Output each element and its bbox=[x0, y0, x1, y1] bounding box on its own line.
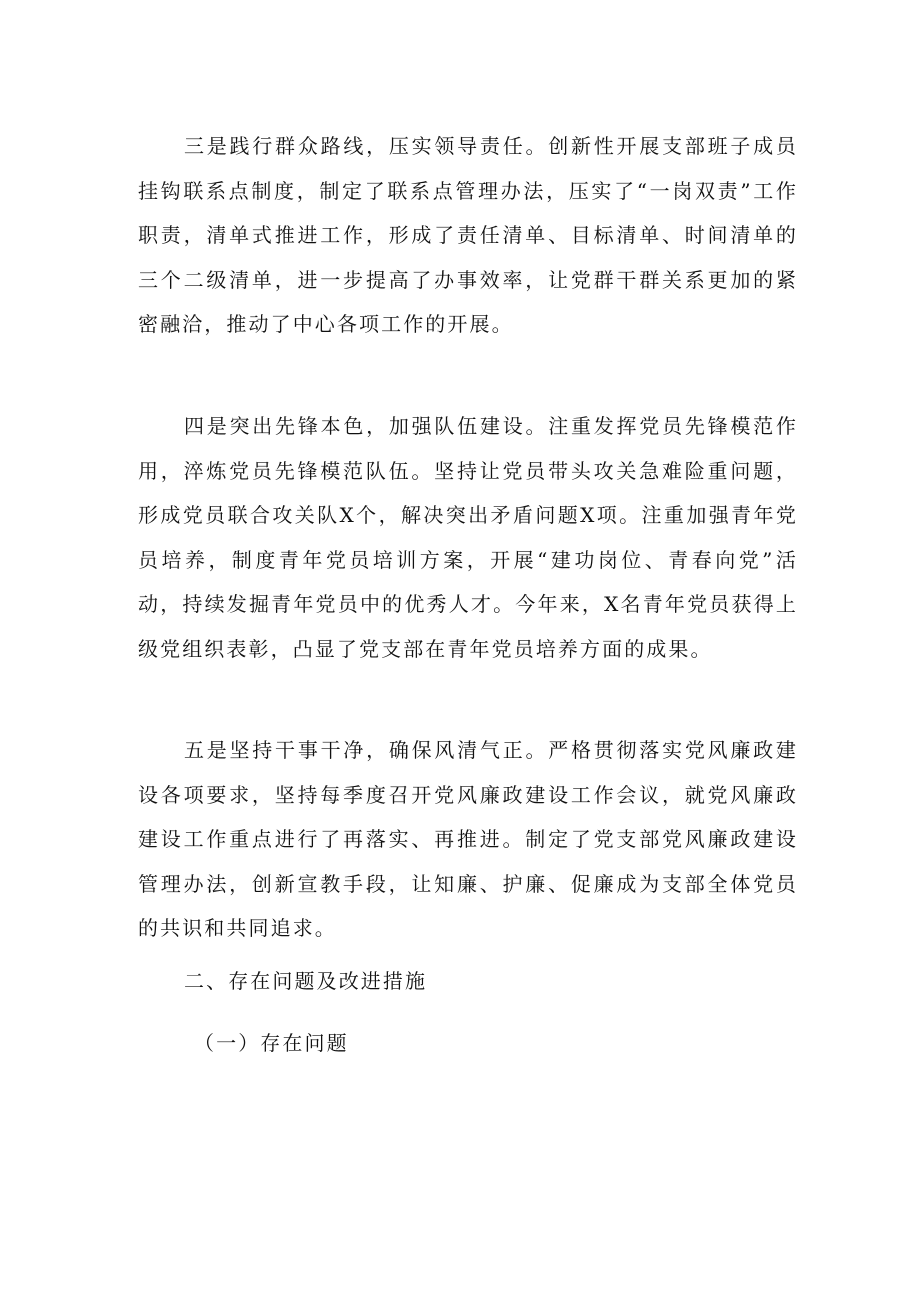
paragraph-practice-mass-line: 三是践行群众路线，压实领导责任。创新性开展支部班子成员挂钩联系点制度，制定了联系点管理办法，压实了“一岗双责”工作职责，清单式推进工作，形成了责任清单、目标清单、时间清单的三个二级清单，进一步提高了办事效率，让党群干群关系更加的紧密融洽，推动了中心各项工作的开展。 bbox=[138, 134, 798, 336]
subsection-heading: （一）存在问题 bbox=[194, 1031, 349, 1055]
paragraph-team-building: 四是突出先锋本色，加强队伍建设。注重发挥党员先锋模范作用，淬炼党员先锋模范队伍。坚持让党员带头攻关急难险重问题，形成党员联合攻关队X个，解决突出矛盾问题X项。注重加强青年党员培养，制度青年党员培训方案，开展“建功岗位、青春向党”活动，持续发掘青年党员中的优秀人才。今年来，X名青年党员获得上级党组织表彰，凸显了党支部在青年党员培养方面的成果。 bbox=[138, 414, 798, 661]
section-heading: 二、存在问题及改进措施 bbox=[184, 969, 428, 993]
paragraph-integrity: 五是坚持干事干净，确保风清气正。严格贯彻落实党风廉政建设各项要求，坚持每季度召开党风廉政建设工作会议，就党风廉政建设工作重点进行了再落实、再推进。制定了党支部党风廉政建设管理办法，创新宣教手段，让知廉、护廉、促廉成为支部全体党员的共识和共同追求。 bbox=[138, 738, 798, 940]
